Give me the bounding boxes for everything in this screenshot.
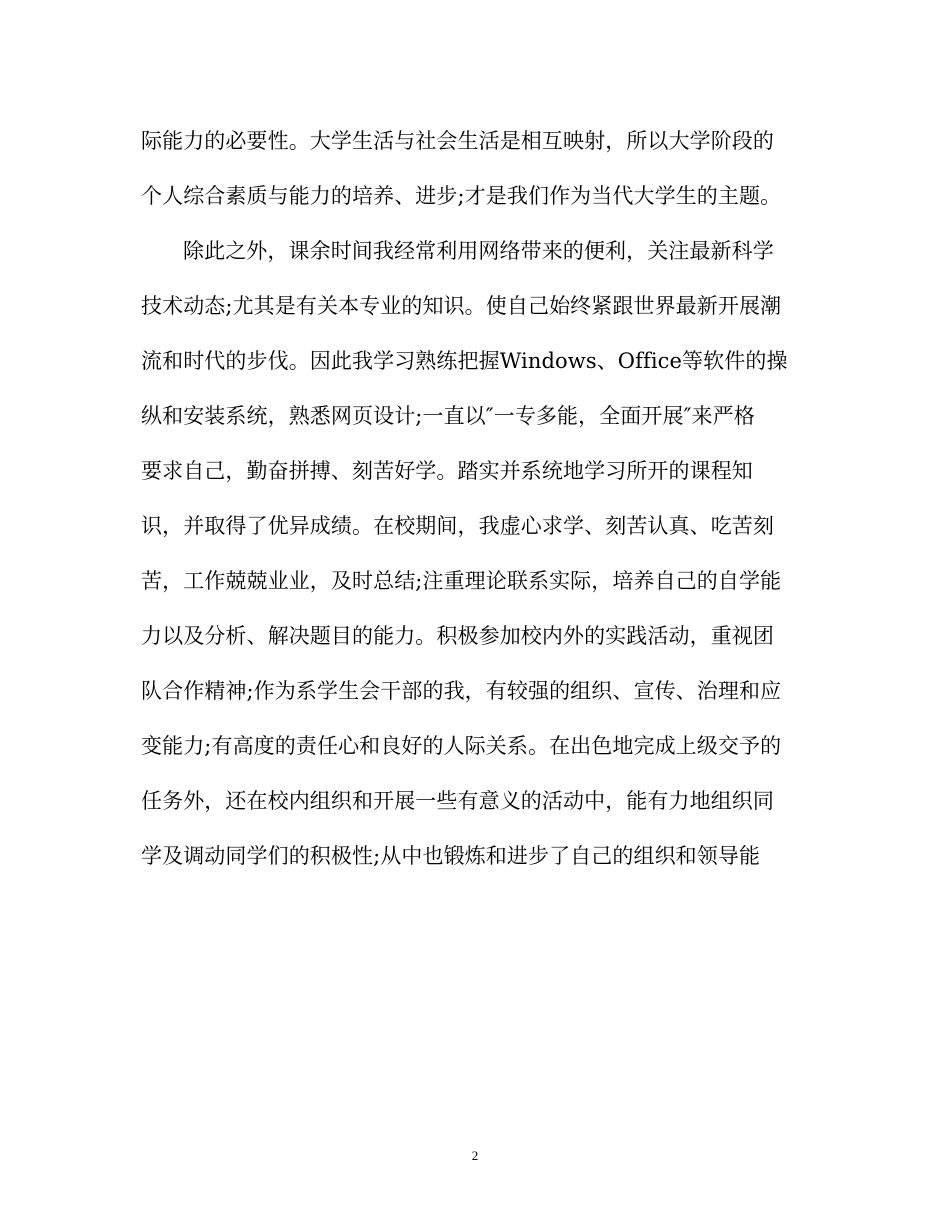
text-line-13: 任务外，还在校内组织和开展一些有意义的活动中，能有力地组织同 [141,789,774,813]
text-line-3-paragraph-start: 除此之外，课余时间我经常利用网络带来的便利，关注最新科学 [183,239,774,263]
text-line-11: 队合作精神;作为系学生会干部的我，有较强的组织、宣传、治理和应 [141,679,782,703]
text-line-12: 变能力;有高度的责任心和良好的人际关系。在出色地完成上级交予的 [141,734,782,758]
page-number: 2 [471,1148,479,1163]
text-line-2: 个人综合素质与能力的培养、进步;才是我们作为当代大学生的主题。 [141,184,782,208]
text-line-8: 识，并取得了优异成绩。在校期间，我虚心求学、刻苦认真、吃苦刻 [141,514,774,538]
text-line-10: 力以及分析、解决题目的能力。积极参加校内外的实践活动，重视团 [141,624,774,648]
text-line-9: 苦，工作兢兢业业，及时总结;注重理论联系实际，培养自己的自学能 [141,569,782,593]
text-line-14: 学及调动同学们的积极性;从中也锻炼和进步了自己的组织和领导能 [141,844,761,868]
text-line-5: 流和时代的步伐。因此我学习熟练把握Windows、Office等软件的操 [141,349,788,373]
text-line-6: 纵和安装系统，熟悉网页设计;一直以″一专多能，全面开展″来严格 [141,404,755,428]
text-line-1: 际能力的必要性。大学生活与社会生活是相互映射，所以大学阶段的 [141,129,774,153]
text-line-7: 要求自己，勤奋拼搏、刻苦好学。踏实并系统地学习所开的课程知 [141,459,753,483]
text-line-4: 技术动态;尤其是有关本专业的知识。使自己始终紧跟世界最新开展潮 [141,294,782,318]
